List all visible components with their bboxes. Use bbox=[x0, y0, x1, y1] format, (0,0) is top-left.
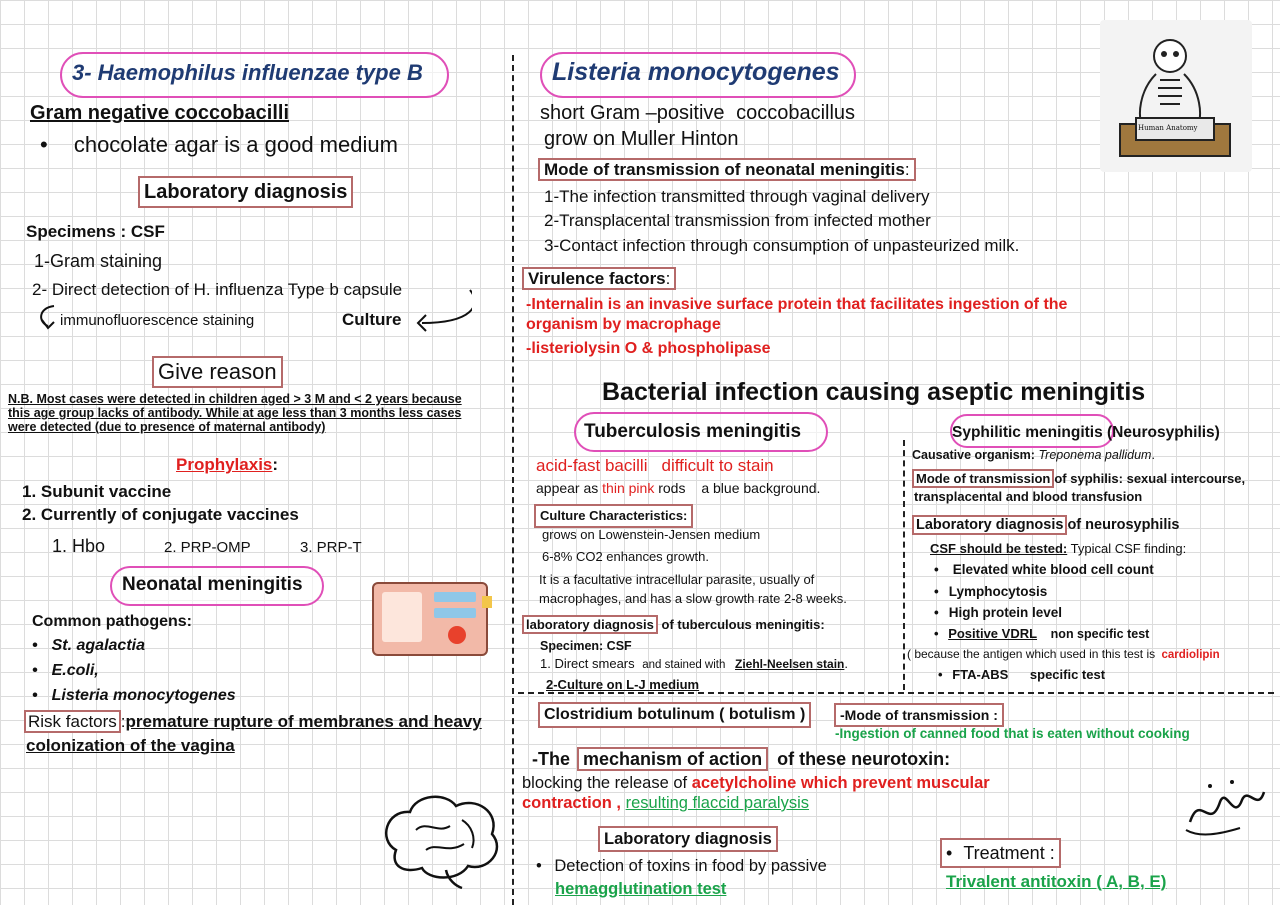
clostridium-contraction: contraction , resulting flaccid paralysis bbox=[522, 794, 810, 812]
clostridium-hemagg: hemagglutination test bbox=[555, 880, 727, 898]
tb-facultative-1: It is a facultative intracellular parasite, usually of bbox=[539, 572, 815, 587]
nb-line-1: N.B. Most cases were detected in children aged > 3 M and < 2 years because bbox=[8, 392, 462, 406]
specimens: Specimens : CSF bbox=[26, 222, 165, 241]
clostridium-title: Clostridium botulinum ( botulism ) bbox=[538, 702, 811, 728]
risk-factors: Risk factors :premature rupture of membranes and heavy bbox=[24, 712, 482, 732]
listeria-title: Listeria monocytogenes bbox=[552, 58, 840, 86]
hook-arrow-icon bbox=[36, 302, 60, 332]
bullet-icon: • bbox=[32, 687, 38, 704]
nb-line-3: were detected (due to presence of maternal antibody) bbox=[8, 420, 326, 434]
pathogen-item: • St. agalactia bbox=[32, 637, 145, 654]
syphilis-fta: • FTA-ABS specific test bbox=[938, 667, 1106, 682]
direct-detection: 2- Direct detection of H. influenza Type b capsule bbox=[32, 280, 403, 299]
vaccine-2: 2. Currently of conjugate vaccines bbox=[22, 505, 299, 524]
syphilis-csf: CSF should be tested: Typical CSF finding: bbox=[930, 541, 1187, 556]
lab-diagnosis-label: Laboratory diagnosis bbox=[138, 176, 353, 208]
syphilis-finding: • High protein level bbox=[934, 605, 1063, 620]
clostridium-lab-label: Laboratory diagnosis bbox=[598, 826, 778, 852]
treatment-label: • Treatment : bbox=[940, 838, 1061, 868]
gram-staining: 1-Gram staining bbox=[34, 251, 163, 271]
listeria-mode-item: 1-The infection transmitted through vaginal delivery bbox=[544, 187, 930, 206]
listeria-mode-label: Mode of transmission of neonatal meningitis: bbox=[538, 159, 916, 181]
syphilis-lab: Laboratory diagnosis of neurosyphilis bbox=[912, 515, 1179, 535]
aseptic-title: Bacterial infection causing aseptic meningitis bbox=[602, 378, 1146, 406]
clostridium-mode-label: -Mode of transmission : bbox=[834, 703, 1004, 727]
virulence-1a: -Internalin is an invasive surface protein that facilitates ingestion of the bbox=[526, 296, 1068, 313]
listeria-mode-item: 2-Transplacental transmission from infected mother bbox=[544, 211, 931, 230]
bullet-icon: • bbox=[946, 843, 953, 863]
listeria-line-1: short Gram –positive coccobacillus bbox=[540, 102, 856, 124]
treatment-value: Trivalent antitoxin ( A, B, E) bbox=[946, 872, 1167, 891]
syphilis-finding: • Lymphocytosis bbox=[934, 584, 1048, 599]
gram-negative: Gram negative coccobacilli bbox=[30, 102, 289, 124]
syphilis-mode-line2: transplacental and blood transfusion bbox=[914, 489, 1143, 504]
brain-doodle-icon bbox=[376, 790, 506, 890]
tb-lab-diagnosis: laboratory diagnosis of tuberculous meningitis: bbox=[522, 615, 825, 635]
prophylaxis-heading: Prophylaxis: bbox=[176, 455, 279, 474]
tb-culture-label: Culture Characteristics: bbox=[534, 504, 693, 528]
tb-appear: appear as thin pink rods a blue background. bbox=[536, 480, 821, 496]
pathogen-item: • Listeria monocytogenes bbox=[32, 687, 236, 704]
nb-line-2: this age group lacks of antibody. While at age less than 3 months less cases bbox=[8, 406, 462, 420]
notebook-sticker bbox=[372, 582, 488, 656]
tb-afb: acid-fast bacilli difficult to stain bbox=[536, 456, 774, 475]
tb-syphilis-divider bbox=[903, 440, 905, 690]
virulence-2: -listeriolysin O & phospholipase bbox=[526, 340, 771, 357]
give-reason-label: Give reason bbox=[152, 356, 283, 388]
clostridium-mechanism: -The mechanism of action of these neurotoxin: bbox=[532, 749, 951, 769]
bullet-icon: • bbox=[934, 584, 939, 599]
vaccine-hbo: 1. Hbo bbox=[52, 536, 106, 556]
bullet-icon: • bbox=[938, 667, 943, 682]
clostridium-detection: • Detection of toxins in food by passive bbox=[536, 857, 827, 875]
virulence-label: Virulence factors: bbox=[522, 268, 676, 290]
vaccine-prp-t: 3. PRP-T bbox=[300, 539, 362, 556]
bullet-icon: • bbox=[934, 626, 939, 641]
tb-co2: 6-8% CO2 enhances growth. bbox=[542, 549, 709, 564]
tb-facultative-2: macrophages, and has a slow growth rate 2-8 weeks. bbox=[539, 591, 847, 606]
bullet-icon: • bbox=[934, 562, 939, 577]
tb-grows: grows on Lowenstein-Jensen medium bbox=[542, 527, 761, 542]
signature-drawing bbox=[1180, 772, 1270, 842]
syphilis-title: Syphilitic meningitis (Neurosyphilis) bbox=[952, 424, 1220, 441]
center-divider bbox=[512, 55, 514, 905]
syphilis-finding: • Elevated white blood cell count bbox=[934, 562, 1154, 577]
curved-arrow-icon bbox=[412, 285, 472, 335]
hib-title: 3- Haemophilus influenzae type B bbox=[72, 60, 423, 85]
tb-specimen: Specimen: CSF bbox=[540, 639, 632, 653]
skeleton-reading-image bbox=[1100, 20, 1252, 172]
culture: Culture bbox=[342, 310, 402, 329]
neonatal-title: Neonatal meningitis bbox=[122, 574, 303, 595]
tb-direct: 1. Direct smears and stained with Ziehl-Neelsen stain. bbox=[540, 656, 849, 671]
clostridium-divider bbox=[518, 692, 1274, 694]
syphilis-causative: Causative organism: Treponema pallidum. bbox=[912, 448, 1155, 462]
syphilis-mode: Mode of transmission of syphilis: sexual intercourse, bbox=[912, 469, 1245, 489]
tb-title: Tuberculosis meningitis bbox=[584, 421, 802, 442]
common-pathogens: Common pathogens: bbox=[32, 613, 192, 630]
risk-line-2: colonization of the vagina bbox=[26, 736, 235, 755]
syphilis-vdrl: • Positive VDRL non specific test bbox=[934, 626, 1150, 641]
bullet-icon: • bbox=[40, 132, 48, 157]
book-label: Human Anatomy bbox=[1138, 124, 1198, 132]
virulence-1b: organism by macrophage bbox=[526, 316, 721, 333]
listeria-mode-item: 3-Contact infection through consumption of unpasteurized milk. bbox=[544, 236, 1020, 255]
immunofluorescence: immunofluorescence staining bbox=[60, 312, 255, 329]
vaccine-prp-omp: 2. PRP-OMP bbox=[164, 539, 251, 556]
bullet-icon: • bbox=[536, 857, 542, 875]
pathogen-item: • E.coli, bbox=[32, 662, 99, 679]
syphilis-because: ( because the antigen which used in this test is cardiolipin bbox=[907, 647, 1220, 661]
bullet-icon: • bbox=[934, 605, 939, 620]
clostridium-ingestion: -Ingestion of canned food that is eaten without cooking bbox=[835, 726, 1190, 741]
vaccine-1: 1. Subunit vaccine bbox=[22, 482, 172, 501]
bullet-icon: • bbox=[32, 662, 38, 679]
listeria-line-2: grow on Muller Hinton bbox=[544, 128, 739, 150]
tb-culture-lj: 2-Culture on L-J medium bbox=[546, 677, 700, 692]
bullet-icon: • bbox=[32, 637, 38, 654]
chocolate-agar: • chocolate agar is a good medium bbox=[40, 132, 398, 157]
clostridium-blocking: blocking the release of acetylcholine which prevent muscular bbox=[522, 774, 990, 792]
